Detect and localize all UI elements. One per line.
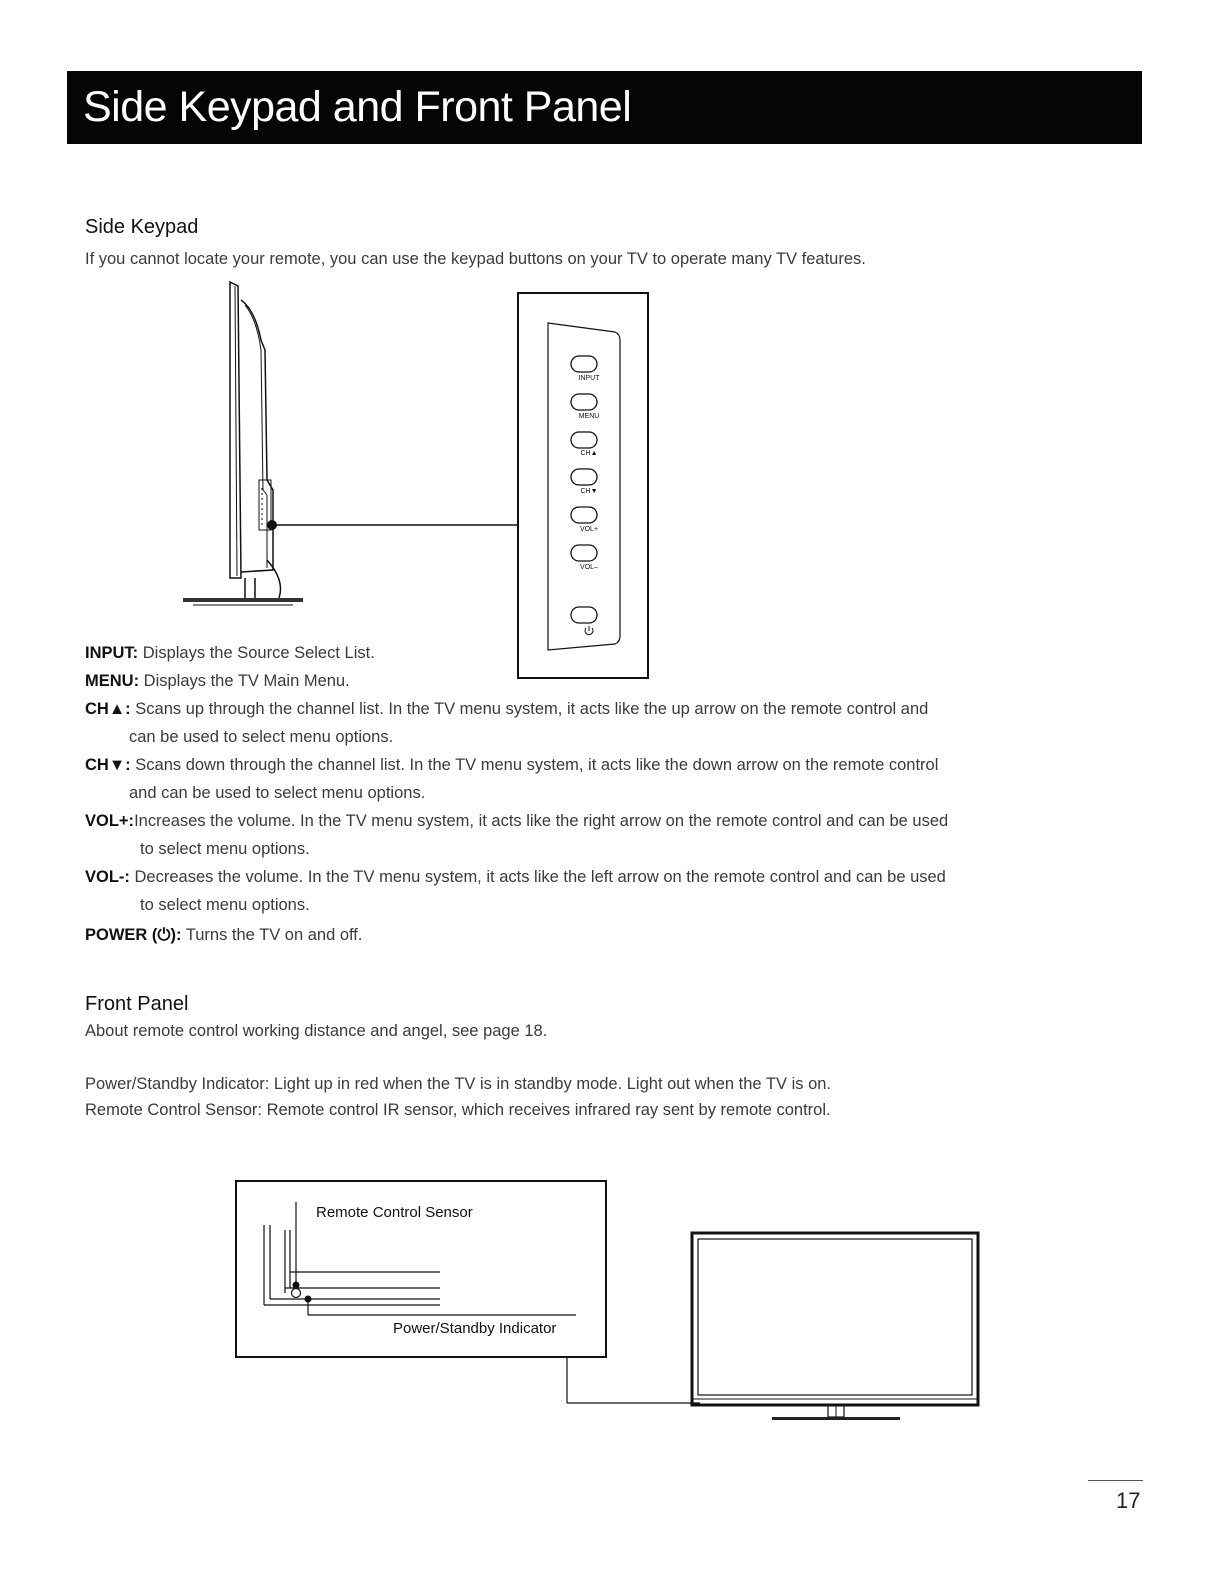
keypad-label-menu: MENU [578, 413, 600, 420]
callout-power-indicator: Power/Standby Indicator [393, 1320, 557, 1337]
page-title: Side Keypad and Front Panel [83, 83, 632, 131]
def-vol-up: VOL+:Increases the volume. In the TV menu system, it acts like the right arrow on the remote control and can be used to select menu options. [85, 812, 949, 858]
side-keypad-intro: If you cannot locate your remote, you can use the keypad buttons on your TV to operate many TV features. [85, 250, 866, 268]
def-input: INPUT: Displays the Source Select List. [85, 644, 375, 662]
keypad-label-vol-down: VOL– [580, 564, 598, 571]
front-panel-heading: Front Panel [85, 993, 189, 1015]
side-keypad-heading: Side Keypad [85, 216, 199, 238]
front-panel-diagram [230, 1175, 990, 1425]
tv-side-view-diagram [175, 280, 655, 680]
header-banner [67, 71, 1142, 144]
def-ch-down: CH▼: Scans down through the channel list. In the TV menu system, it acts like the down arrow on the remote control and can be used to select menu options. [85, 756, 939, 802]
def-menu: MENU: Displays the TV Main Menu. [85, 672, 350, 690]
callout-remote-sensor: Remote Control Sensor [316, 1204, 473, 1221]
keypad-label-input: INPUT [578, 375, 600, 382]
sensor-description: Remote Control Sensor: Remote control IR sensor, which receives infrared ray sent by remote control. [85, 1101, 831, 1119]
front-panel-intro: About remote control working distance and angel, see page 18. [85, 1022, 548, 1040]
page-number: 17 [1116, 1488, 1141, 1513]
keypad-definitions [85, 639, 1085, 949]
footer-rule [1088, 1480, 1143, 1481]
keypad-label-ch-up: CH▲ [580, 450, 598, 457]
def-ch-up: CH▲: Scans up through the channel list. In the TV menu system, it acts like the up arrow on the remote control and can be used to select menu options. [85, 700, 929, 746]
def-vol-down: VOL-: Decreases the volume. In the TV menu system, it acts like the left arrow on the remote control and can be used to select menu options. [85, 868, 946, 914]
power-icon [585, 626, 593, 635]
indicator-description: Power/Standby Indicator: Light up in red when the TV is in standby mode. Light out when the TV is on. [85, 1075, 832, 1093]
keypad-label-ch-down: CH▼ [580, 488, 598, 495]
keypad-label-vol-up: VOL+ [579, 526, 599, 533]
def-power: POWER (⏻): Turns the TV on and off. [85, 926, 363, 944]
